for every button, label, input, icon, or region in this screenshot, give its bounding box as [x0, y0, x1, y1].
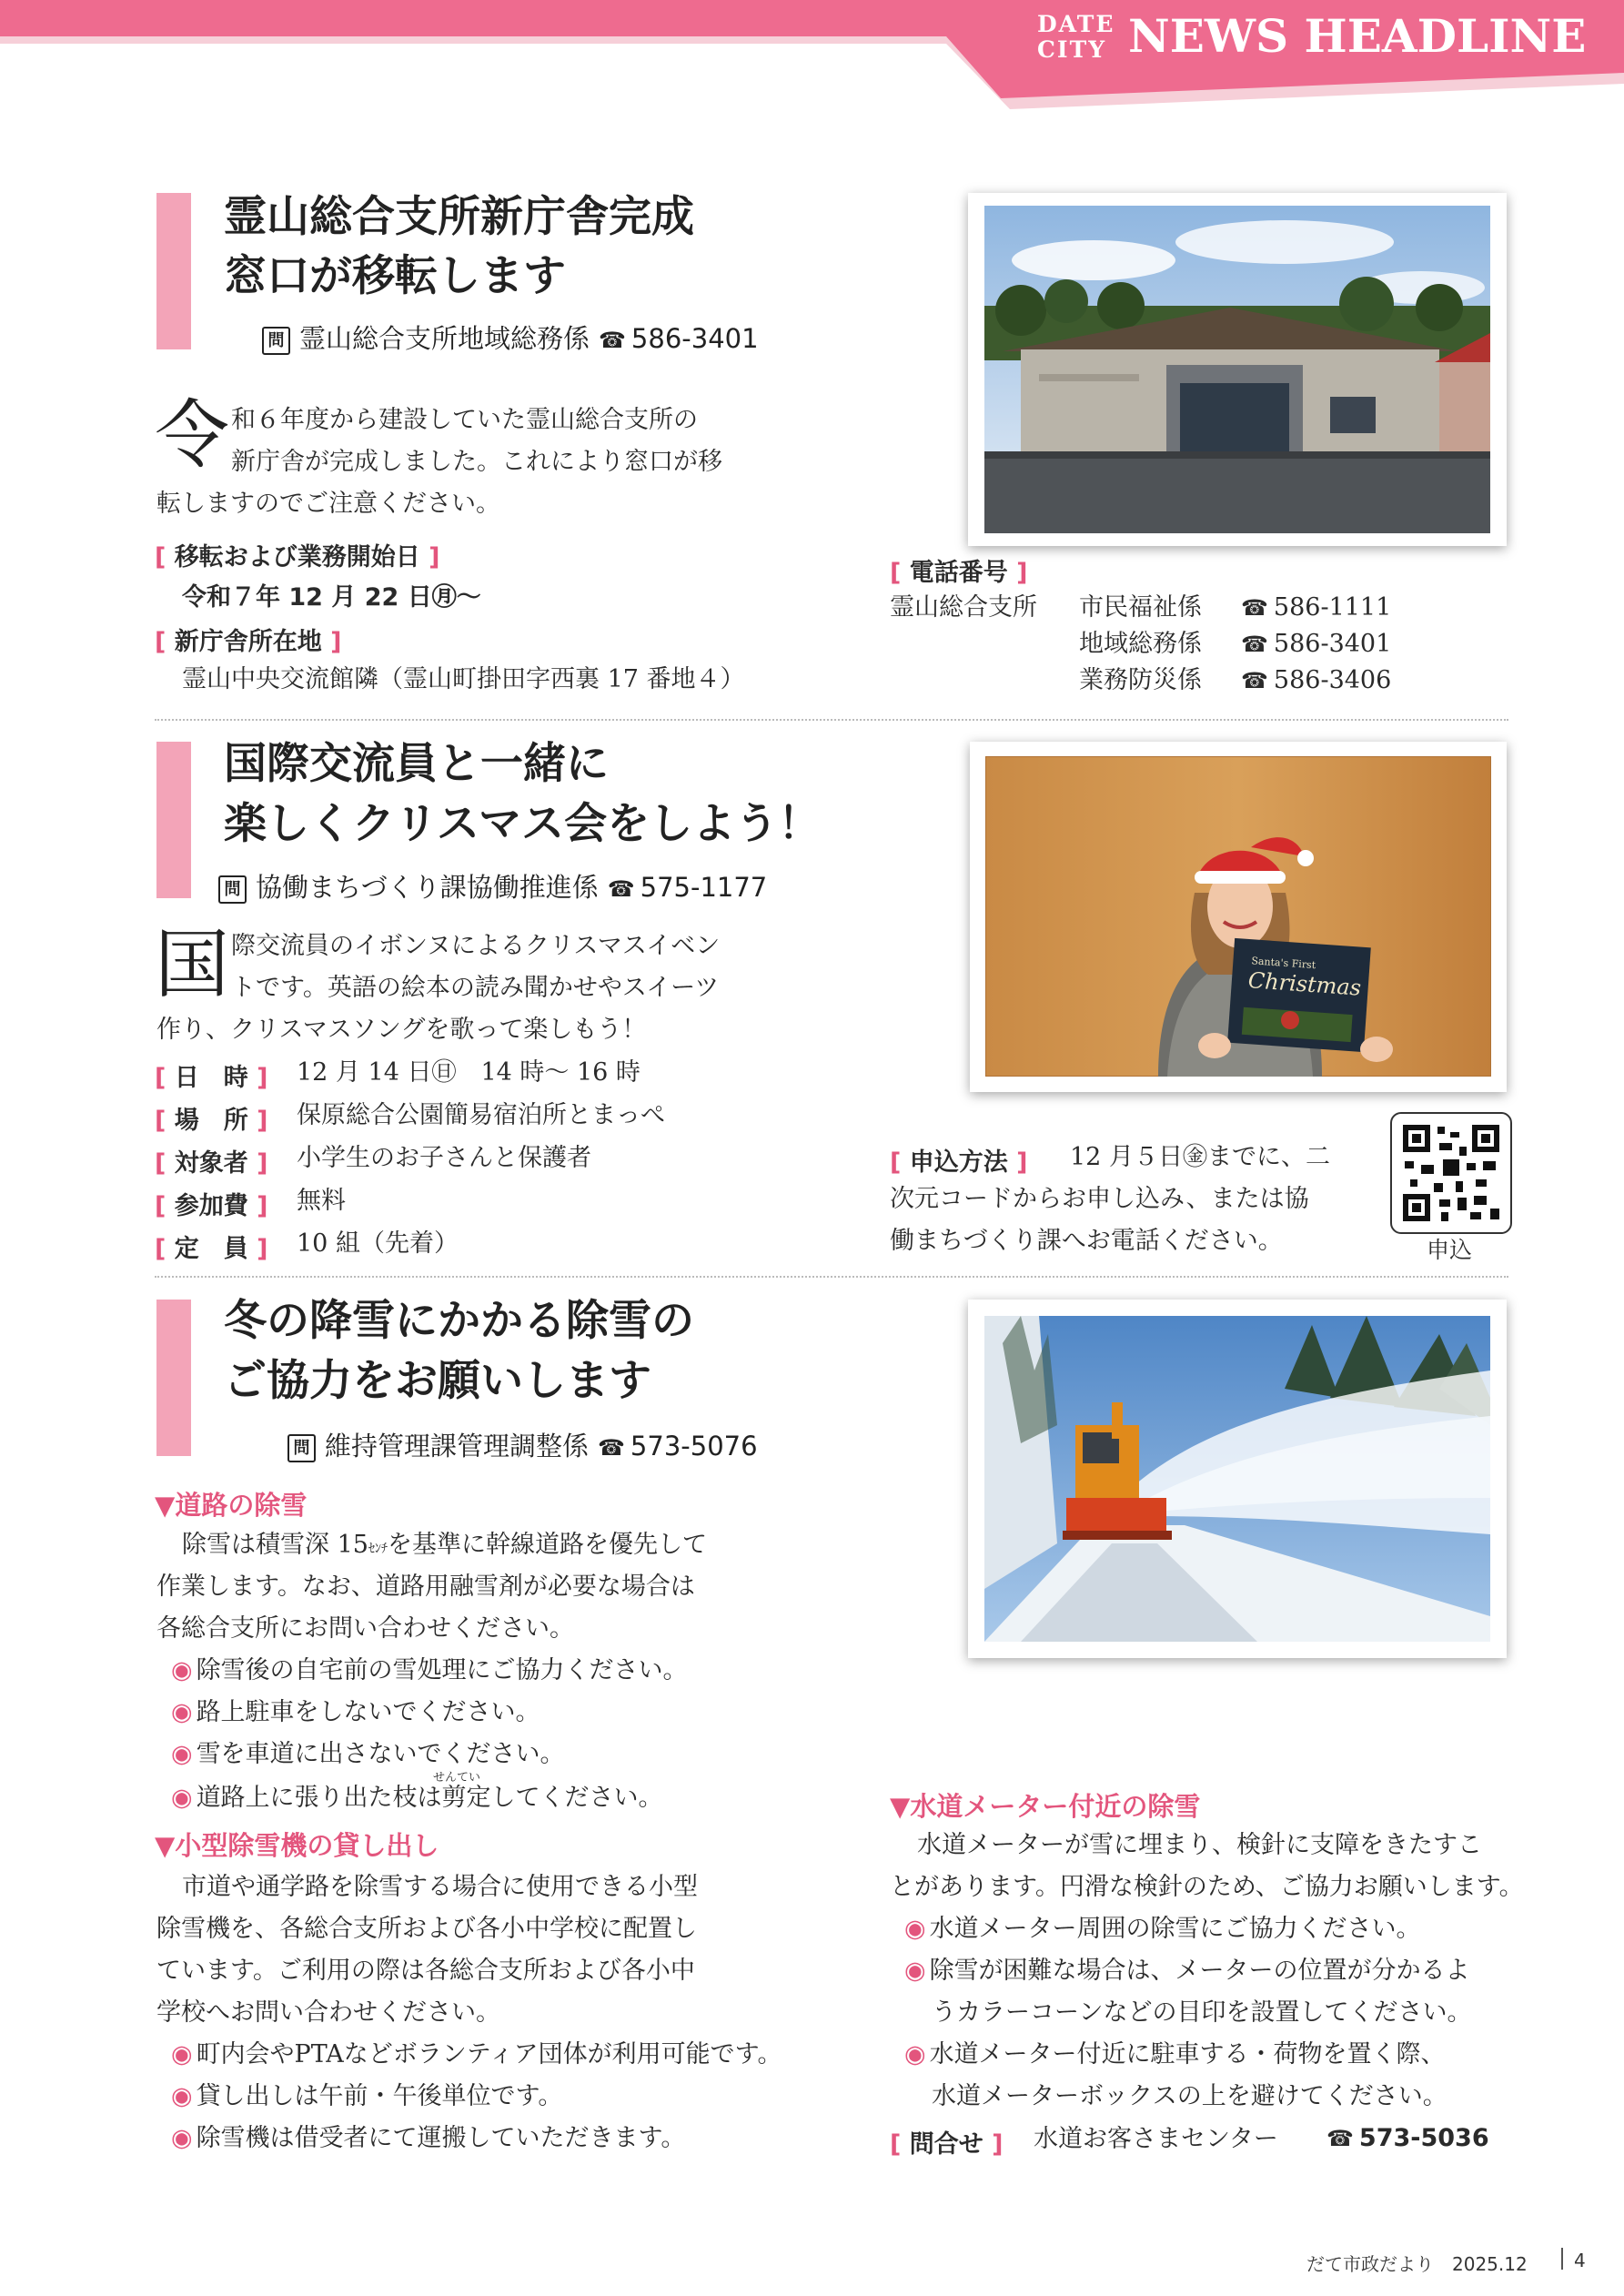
snowplow-photo — [968, 1300, 1507, 1658]
small-text-1: 市道や通学路を除雪する場合に使用できる小型 — [182, 1873, 698, 1901]
article1-intro-1: 和６年度から建設していた霊山総合支所の — [231, 406, 698, 434]
road-heading: ▼道路の除雪 — [155, 1490, 308, 1521]
article1-title-line2: 窓口が移転します — [224, 251, 566, 301]
article2-intro-2: トです。英語の絵本の読み聞かせやスイーツ — [231, 974, 720, 1002]
bullet-icon: ◉ — [171, 1784, 193, 1812]
road-bullet-4: ◉ 道路上に張り出た枝は剪定してください。 — [171, 1784, 663, 1812]
article2-apply-2: 次元コードからお申し込み、または協 — [890, 1185, 1309, 1213]
footer-page-number: 4 — [1574, 2250, 1586, 2271]
article3-contact — [287, 1426, 758, 1463]
water-bullet-2: ◉ 除雪が困難な場合は、メーターの位置が分かるよ — [904, 1957, 1470, 1985]
qr-code-pattern — [1403, 1125, 1499, 1221]
road-text-1: 除雪は積雪深 15ｾﾝﾁを基準に幹線道路を優先して — [182, 1531, 707, 1559]
water-text-1: 水道メーターが雪に埋まり、検針に支障をきたすこ — [917, 1831, 1482, 1859]
book-title: Christmas — [1246, 967, 1362, 1001]
article1-label-location: [ 新庁舎所在地 ] — [155, 628, 342, 656]
article1-phone-dept-2: 地域総務係 — [1079, 630, 1202, 658]
water-heading: ▼水道メーター付近の除雪 — [890, 1791, 1201, 1822]
article1-title-line1: 霊山総合支所新庁舎完成 — [224, 192, 694, 242]
small-text-2: 除雪機を、各総合支所および各小中学校に配置し — [156, 1915, 697, 1943]
triangle-icon: ▼ — [890, 1791, 911, 1822]
article2-contact-tel: 575-1177 — [640, 872, 768, 903]
road-text-3: 各総合支所にお問い合わせください。 — [156, 1614, 574, 1643]
qr-caption: 申込 — [1427, 1237, 1473, 1263]
article2-label-fee: [ 参加費 ] — [155, 1192, 268, 1220]
article1-value-date: 令和７年 12 月 22 日㊊〜 — [182, 583, 481, 612]
article1-label-date: [ 移転および業務開始日 ] — [155, 543, 440, 571]
article2-apply-label: [ 申込方法 ] — [890, 1148, 1028, 1177]
road-bullet-2: ◉ 路上駐車をしないでください。 — [171, 1698, 540, 1726]
bullet-icon: ◉ — [171, 1656, 193, 1684]
header-date: DATE — [1037, 11, 1115, 37]
article1-intro-2: 新庁舎が完成しました。これにより窓口が移 — [231, 448, 722, 476]
small-bullet-2: ◉ 貸し出しは午前・午後単位です。 — [171, 2082, 563, 2110]
article1-contact-name: 霊山総合支所地域総務係 — [299, 323, 590, 354]
small-text-4: 学校へお問い合わせください。 — [156, 1998, 500, 2027]
article2-value-capacity: 10 組（先着） — [297, 1229, 459, 1258]
article2-value-date: 12 月 14 日㊐ 14 時〜 16 時 — [297, 1058, 641, 1087]
article1-intro-3: 転しますのでご注意ください。 — [156, 490, 500, 518]
article2-label-date: [ 日 時 ] — [155, 1064, 268, 1092]
article2-dropcap: 国 — [155, 922, 230, 1008]
bullet-icon: ◉ — [904, 1915, 926, 1943]
article2-title-line1: 国際交流員と一緒に — [224, 739, 609, 789]
divider-1 — [155, 719, 1508, 721]
article3-contact-name: 維持管理課管理調整係 — [325, 1431, 590, 1462]
bullet-icon: ◉ — [171, 2082, 193, 2110]
christmas-photo — [970, 742, 1507, 1092]
phone-icon: ☎ — [1326, 2126, 1354, 2151]
water-bullet-3: ◉ 水道メーター付近に駐車する・荷物を置く際、 — [904, 2040, 1446, 2068]
bullet-icon: ◉ — [171, 1740, 193, 1768]
phone-icon: ☎ — [599, 328, 626, 353]
article3-title-line2: ご協力をお願いします — [224, 1356, 651, 1406]
article1-phone-tel-1: ☎ 586-1111 — [1241, 593, 1392, 622]
snowplow-photo-image — [984, 1316, 1490, 1642]
water-text-2: とがあります。円滑な検針のため、ご協力お願いします。 — [890, 1873, 1524, 1901]
bullet-icon: ◉ — [904, 2040, 926, 2068]
article1-value-location: 霊山中央交流館隣（霊山町掛田字西裏 17 番地４） — [182, 665, 745, 693]
phone-icon: ☎ — [598, 1435, 625, 1461]
triangle-icon: ▼ — [155, 1830, 176, 1861]
water-bullet-1: ◉ 水道メーター周囲の除雪にご協力ください。 — [904, 1915, 1421, 1943]
article1-phone-tel-2: ☎ 586-3401 — [1241, 630, 1392, 658]
article2-label-target: [ 対象者 ] — [155, 1149, 268, 1178]
article2-contact — [218, 867, 767, 905]
article1-phone-office: 霊山総合支所 — [890, 593, 1037, 622]
article2-intro-1: 際交流員のイボンヌによるクリスマスイベン — [231, 932, 721, 960]
road-bullet-1: ◉ 除雪後の自宅前の雪処理にご協力ください。 — [171, 1656, 688, 1684]
article2-intro-3: 作り、クリスマスソングを歌って楽しもう！ — [156, 1016, 647, 1044]
inquiry-icon: 問 — [262, 327, 290, 355]
header-city: CITY — [1037, 36, 1107, 63]
small-heading: ▼小型除雪機の貸し出し — [155, 1830, 439, 1861]
bullet-icon: ◉ — [171, 1698, 193, 1726]
article2-apply-3: 働まちづくり課へお電話ください。 — [890, 1227, 1283, 1255]
article1-phone-dept-3: 業務防災係 — [1079, 666, 1202, 694]
water-inquiry-name: 水道お客さまセンター — [1034, 2125, 1278, 2153]
article3-contact-tel: 573-5076 — [630, 1431, 758, 1462]
article3-title-line1: 冬の降雪にかかる除雪の — [224, 1296, 694, 1346]
title-bar-1 — [156, 193, 191, 349]
footer-publication: だて市政だより 2025.12 — [1306, 2253, 1528, 2275]
phone-icon: ☎ — [607, 876, 635, 902]
small-text-3: ています。ご利用の際は各総合支所および各小中 — [156, 1957, 695, 1985]
phone-icon: ☎ — [1241, 595, 1268, 621]
article2-value-fee: 無料 — [297, 1187, 346, 1215]
article2-apply-1: 12 月５日㊎までに、二 — [1070, 1143, 1330, 1171]
bullet-icon: ◉ — [171, 2124, 193, 2152]
article2-label-capacity: [ 定 員 ] — [155, 1235, 268, 1263]
article1-phone-tel-3: ☎ 586-3406 — [1241, 666, 1392, 694]
article2-contact-name: 協働まちづくり課協働推進係 — [256, 872, 599, 903]
water-inquiry-tel: ☎ 573-5036 — [1326, 2124, 1489, 2152]
triangle-icon: ▼ — [155, 1490, 176, 1521]
water-bullet-2-cont: うカラーコーンなどの目印を設置してください。 — [932, 1998, 1472, 2027]
road-bullet-3: ◉ 雪を車道に出さないでください。 — [171, 1740, 565, 1768]
phone-icon: ☎ — [1241, 632, 1268, 657]
water-bullet-3-cont: 水道メーターボックスの上を避けてください。 — [932, 2082, 1447, 2110]
bullet-icon: ◉ — [904, 1957, 926, 1985]
water-inquiry-label: [ 問合せ ] — [890, 2130, 1004, 2159]
phone-icon: ☎ — [1241, 668, 1268, 693]
small-bullet-1: ◉ 町内会やPTAなどボランティア団体が利用可能です。 — [171, 2040, 782, 2068]
article2-label-place: [ 場 所 ] — [155, 1107, 268, 1135]
article2-title-line2: 楽しくクリスマス会をしよう！ — [224, 799, 822, 849]
building-photo — [968, 193, 1507, 546]
article2-value-place: 保原総合公園簡易宿泊所とまっぺ — [297, 1101, 665, 1129]
article1-dropcap: 令 — [155, 392, 230, 479]
christmas-photo-image — [985, 756, 1491, 1077]
ruby-sentei: せんてい — [433, 1771, 481, 1785]
divider-2 — [155, 1276, 1508, 1278]
article1-label-phone: [ 電話番号 ] — [890, 559, 1028, 587]
article2-value-target: 小学生のお子さんと保護者 — [297, 1144, 591, 1172]
article1-contact — [262, 319, 759, 356]
bullet-icon: ◉ — [171, 2040, 193, 2068]
title-bar-2 — [156, 742, 191, 898]
footer-separator — [1561, 2248, 1563, 2270]
small-bullet-3: ◉ 除雪機は借受者にて運搬していただきます。 — [171, 2124, 686, 2152]
inquiry-icon: 問 — [218, 875, 247, 904]
building-photo-image — [984, 206, 1490, 533]
qr-code[interactable] — [1390, 1112, 1512, 1234]
road-text-2: 作業します。なお、道路用融雪剤が必要な場合は — [156, 1573, 695, 1601]
inquiry-icon: 問 — [287, 1434, 316, 1462]
article1-phone-dept-1: 市民福祉係 — [1079, 593, 1202, 622]
header-headline: NEWS HEADLINE — [1128, 9, 1587, 63]
article1-contact-tel: 586-3401 — [630, 323, 759, 354]
book-subtitle: Santa's First — [1251, 955, 1316, 972]
title-bar-3 — [156, 1300, 191, 1456]
